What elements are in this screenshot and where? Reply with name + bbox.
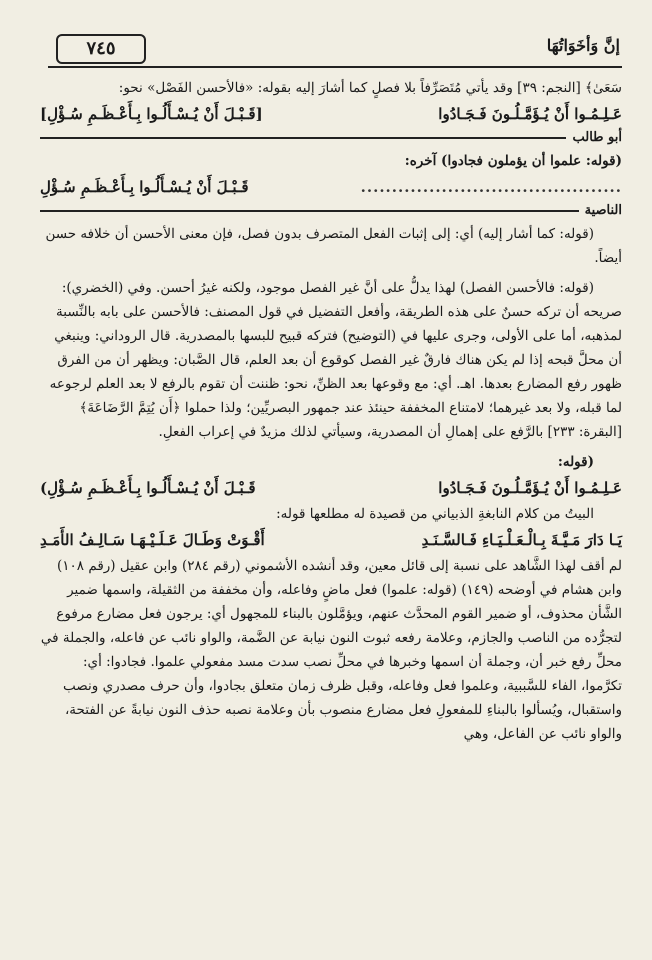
paragraph: (قوله: علموا أن يؤملون فجادوا) آخره: xyxy=(404,153,622,169)
verse-second-hemistich: قَـبْـلَ أَنْ يُـسْـأَلُـوا بِـأَعْـظَـمِ سُـؤْلِ xyxy=(40,178,249,196)
verse-second-hemistich: قَـبْـلَ أَنْ يُـسْـأَلُـوا بِـأَعْـظَـمِ سُـؤْلِ) xyxy=(40,479,256,497)
section-label: أبو طالب xyxy=(572,130,622,145)
verse-second-hemistich: [قَـبْـلَ أَنْ يُـسْـأَلُـوا بِـأَعْـظَـمِ سُـؤْلِ] xyxy=(40,105,263,123)
verse-first-hemistich: .......................................... xyxy=(360,178,622,196)
header-rule xyxy=(48,66,622,68)
verse-first-hemistich: عَـلِـمُـوا أَنْ يُـؤَمَّـلُـونَ فَـجَـادُوا xyxy=(438,479,622,497)
page-body xyxy=(40,76,622,746)
paragraph: البيتُ من كلام النابغةِ الذبياني من قصيدة له مطلعها قوله: xyxy=(276,506,594,522)
paragraph: (قوله: كما أشار إليه) أي: إلى إثبات الفعل المتصرف بدون فصل، فإن معنى الأحسن أن خلافه حسن أيضاً. xyxy=(45,226,622,266)
verse-first-hemistich: عَـلِـمُـوا أَنْ يُـؤَمَّـلُـونَ فَـجَـادُوا xyxy=(438,105,622,123)
page-header xyxy=(48,30,622,68)
verse-second-hemistich: أَقْـوَتْ وَطَـالَ عَـلَـيْـهَـا سَـالِـفُ الأَمَـدِ xyxy=(40,531,265,549)
paragraph: (قوله: xyxy=(557,454,594,470)
section-rule xyxy=(40,210,579,212)
commentary-section-heading xyxy=(40,130,622,145)
verse-first-hemistich: يَـا دَارَ مَـيَّـةَ بِـالْـعَـلْـيَـاءِ فَـالسَّـنَـدِ xyxy=(421,531,622,549)
poetry-verse xyxy=(40,474,622,502)
paragraph: (قوله: فالأحسن الفصل) لهذا يدلُّ على أنَّ غير الفصل موجود، ولكنه غيرُ أحسن. وفي (الخضري): صريحه أن تركه حسنٌ على هذه الطريقة، وأفعل التفضيل في قول المصنف: فالأحسن على بابه بالنِّسبة لمذهبه، أما على الأولى، وجرى عليها في (التوضيح) فتركه قبيح للبسها بالمصدرية. قال الروداني: وينبغي أن محلَّ قبحه إذا لم يكن هناك فارقٌ غير الفصل كوقوع أن بعد العلم، قال الصَّبان: ويظهر أن من الفرق ظهور رفع المضارع بعدها. اهـ. أي: مع وقوعها بعد الظنِّ، نحو: ظننت أن تقوم بالرفع لا بعد العلم لرجوعه لما قبله، ولا بعد غيرهما؛ لامتناع المخففة حينئذ عند جمهور البصريِّين؛ ولذا حملوا ﴿أَن يُتِمَّ الرَّضَاعَةَ﴾ [البقرة: ٢٣٣] بالرَّفع على إهمالِ أن المصدرية، وسيأتي لذلك مزيدٌ في إعراب الفعلِ. xyxy=(49,280,622,440)
poetry-verse xyxy=(40,526,622,554)
poetry-verse xyxy=(40,173,622,201)
running-title: إنَّ وَأخَوَاتُهَا xyxy=(546,36,620,55)
page-number: ٧٤٥ xyxy=(56,34,146,64)
section-label: الناصية xyxy=(584,203,622,218)
paragraph: سَعَىٰ﴾ [النجم: ٣٩] وقد يأتي مُتَصَرِّفاً بلا فصلٍ كما أشارَ إليه بقوله: «فالأحسن الفَصْل» نحو: xyxy=(118,80,622,96)
paragraph: لم أقف لهذا الشَّاهد على نسبة إلى قائل معين، وقد أنشده الأشموني (رقم ٢٨٤) وابن عقيل (رقم ١٠٨) وابن هشام في أوضحه (١٤٩) (قوله: علموا) فعل ماضٍ وفاعله، وأن مخففة من الثقيلة، واسمها ضمير الشَّأن محذوف، أو ضمير القوم المحدَّث عنهم، ويؤمَّلون بالبناء للمجهول أي: يرجون فعل مضارع مرفوع لتجرُّده من الناصب والجازم، وعلامة رفعه ثبوت النون نيابة عن الضَّمة، والواو نائب عن فاعله، والجملة في محلِّ رفع خبر أن، وجملة أن اسمها وخبرها في محلِّ نصب سدت مسد مفعولي علموا. فجادوا: أي: تكرَّموا، الفاء للسَّببية، وعلموا فعل وفاعله، وقبل ظرف زمان متعلق بجادوا، وأن حرف مصدري ونصب واستقبال، ويُسألوا بالبناءِ للمفعولِ فعل مضارع منصوب بأن وعلامة نصبه حذف النون نيابةً عن الفتحة، والواو نائب عن الفاعل، وهي xyxy=(40,558,622,742)
commentary-section-heading xyxy=(40,203,622,218)
poetry-verse xyxy=(40,100,622,128)
section-rule xyxy=(40,137,566,139)
